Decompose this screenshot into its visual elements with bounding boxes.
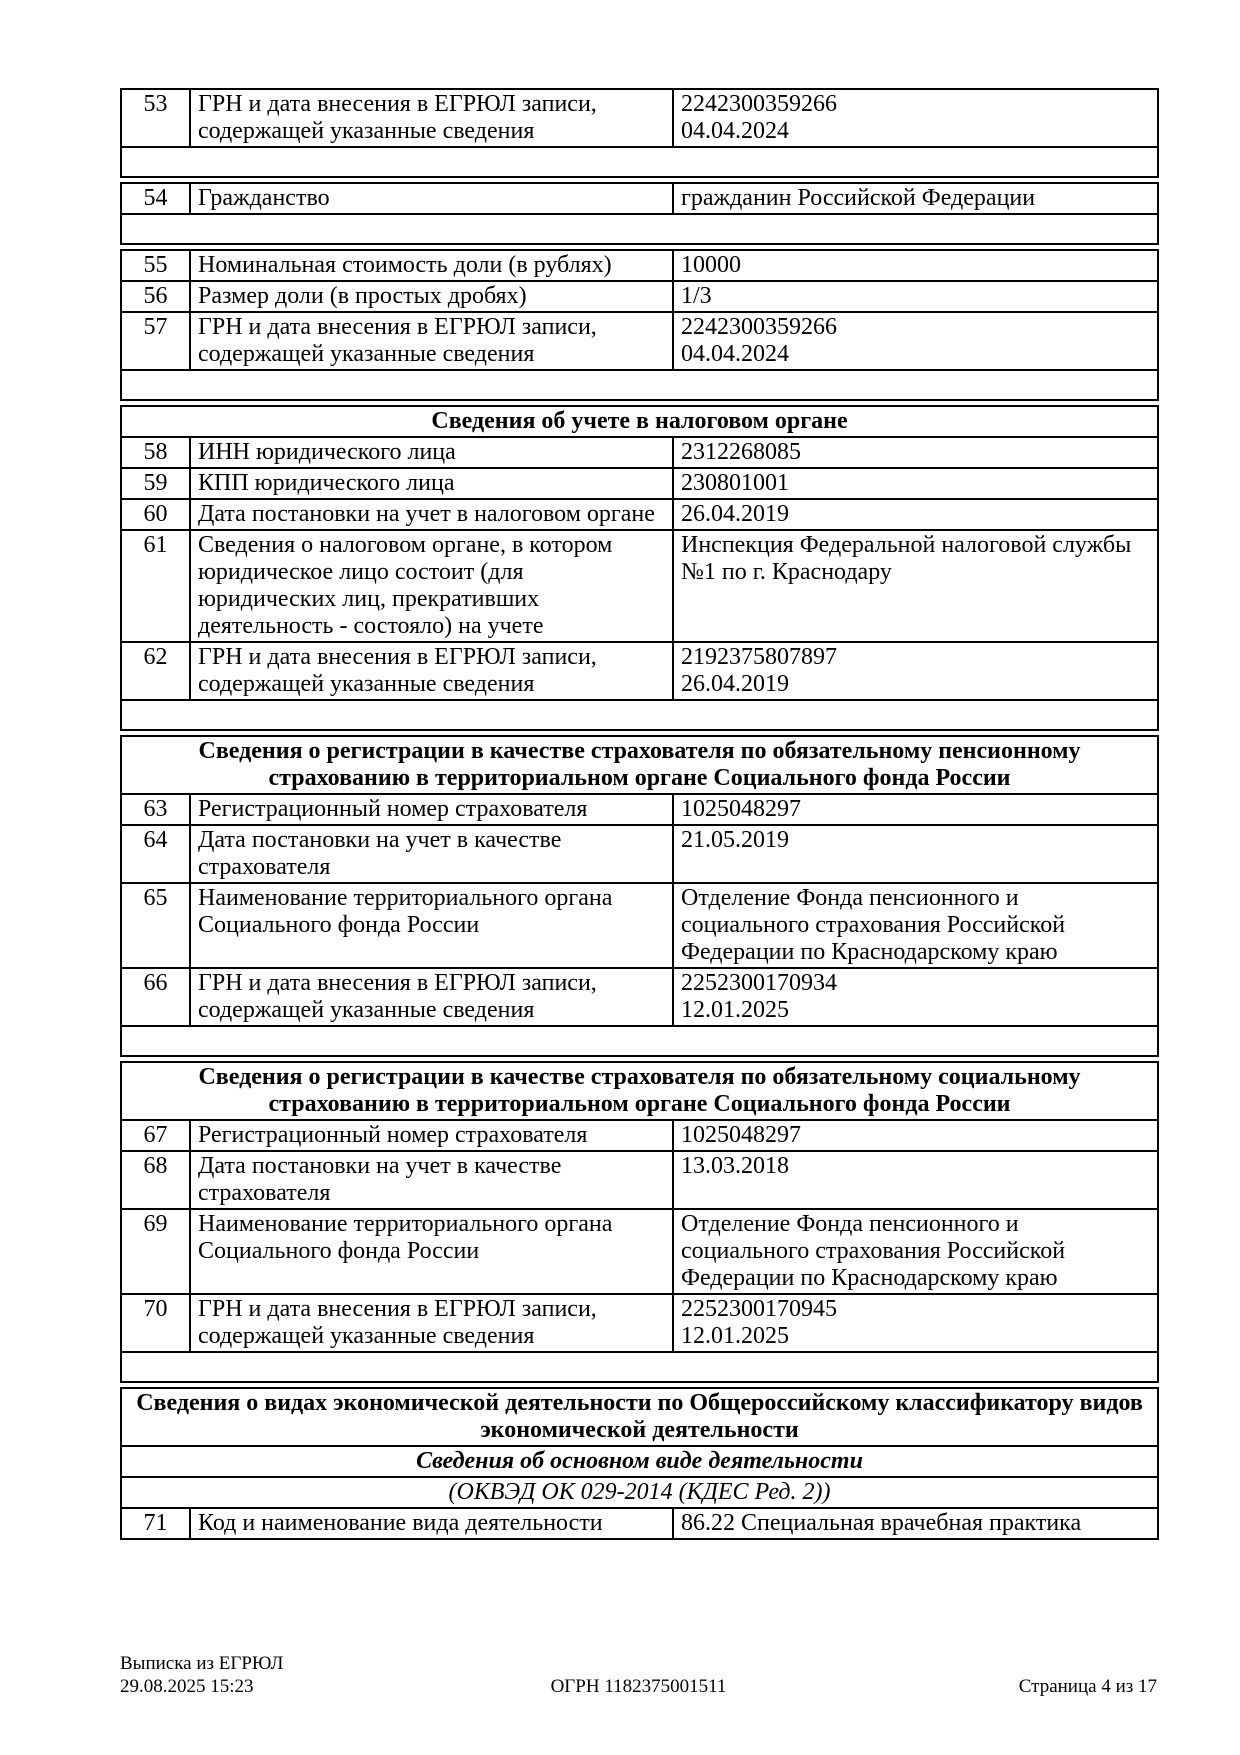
value-line: Отделение Фонда пенсионного и социального страхования Российской Федерации по Краснодарскому краю <box>681 885 1066 965</box>
footer-doc-type: Выписка из ЕГРЮЛ <box>120 1653 284 1674</box>
footer-page-number: Страница 4 из 17 <box>1018 1676 1158 1697</box>
table-blocks <box>120 88 1240 1540</box>
value-line: 21.05.2019 <box>681 827 789 853</box>
table-row <box>121 530 1158 642</box>
row-label-cell: Дата постановки на учет в качестве страхователя <box>190 1151 673 1209</box>
value-line: 230801001 <box>681 470 789 496</box>
table-row <box>121 281 1158 312</box>
spacer-cell <box>121 1026 1158 1056</box>
row-value-cell <box>673 1508 1158 1539</box>
row-label-cell: ГРН и дата внесения в ЕГРЮЛ записи, содержащей указанные сведения <box>190 312 673 370</box>
row-value-cell <box>673 250 1158 281</box>
row-number-cell: 65 <box>121 883 190 968</box>
row-label-cell: Дата постановки на учет в качестве страхователя <box>190 825 673 883</box>
table-row <box>121 825 1158 883</box>
row-value-cell <box>673 1120 1158 1151</box>
row-value-cell <box>673 825 1158 883</box>
row-number-cell: 54 <box>121 183 190 214</box>
value-line: 2242300359266 <box>681 91 837 117</box>
row-number-cell: 60 <box>121 499 190 530</box>
row-label-cell: Регистрационный номер страхователя <box>190 794 673 825</box>
row-number-cell: 68 <box>121 1151 190 1209</box>
spacer-cell <box>121 1352 1158 1382</box>
table-row <box>121 312 1158 370</box>
row-label-cell: Дата постановки на учет в налоговом органе <box>190 499 673 530</box>
egrul-table-block <box>120 1387 1159 1540</box>
row-number-cell: 71 <box>121 1508 190 1539</box>
spacer-cell <box>121 147 1158 177</box>
row-value-cell <box>673 89 1158 147</box>
table-row <box>121 1209 1158 1294</box>
value-line: 2192375807897 <box>681 644 837 670</box>
value-line: 26.04.2019 <box>681 671 789 697</box>
value-line: 26.04.2019 <box>681 501 789 527</box>
row-label-cell: Размер доли (в простых дробях) <box>190 281 673 312</box>
row-number-cell: 56 <box>121 281 190 312</box>
spacer-cell <box>121 214 1158 244</box>
table-row <box>121 1120 1158 1151</box>
spacer-row <box>121 214 1158 244</box>
table-row <box>121 1294 1158 1352</box>
table-row <box>121 1151 1158 1209</box>
section-header-row <box>121 1446 1158 1477</box>
row-label-cell: ГРН и дата внесения в ЕГРЮЛ записи, содержащей указанные сведения <box>190 1294 673 1352</box>
row-label-cell: Регистрационный номер страхователя <box>190 1120 673 1151</box>
row-value-cell <box>673 1151 1158 1209</box>
table-row <box>121 437 1158 468</box>
row-value-cell <box>673 968 1158 1026</box>
value-line: 86.22 Специальная врачебная практика <box>681 1510 1082 1536</box>
footer-datetime: 29.08.2025 15:23 <box>120 1676 254 1697</box>
value-line: Инспекция Федеральной налоговой службы №1 по г. Краснодару <box>681 532 1132 585</box>
spacer-row <box>121 1026 1158 1056</box>
table-row <box>121 794 1158 825</box>
table-row <box>121 883 1158 968</box>
footer-line2 <box>120 1675 1157 1698</box>
section-header: Сведения об учете в налоговом органе <box>121 406 1158 437</box>
row-value-cell <box>673 183 1158 214</box>
row-label-cell: Гражданство <box>190 183 673 214</box>
value-line: 12.01.2025 <box>681 1323 789 1349</box>
table-row <box>121 968 1158 1026</box>
table-row <box>121 468 1158 499</box>
row-value-cell <box>673 794 1158 825</box>
spacer-row <box>121 147 1158 177</box>
row-value-cell <box>673 642 1158 700</box>
row-value-cell <box>673 530 1158 642</box>
section-header-row <box>121 1477 1158 1508</box>
value-line: 2252300170934 <box>681 970 837 996</box>
table-row <box>121 183 1158 214</box>
spacer-row <box>121 1352 1158 1382</box>
section-header: (ОКВЭД ОК 029-2014 (КДЕС Ред. 2)) <box>121 1477 1158 1508</box>
row-value-cell <box>673 281 1158 312</box>
section-header-row <box>121 406 1158 437</box>
section-header-row <box>121 736 1158 794</box>
row-number-cell: 67 <box>121 1120 190 1151</box>
footer-ogrn: ОГРН 1182375001511 <box>550 1676 727 1697</box>
row-number-cell: 69 <box>121 1209 190 1294</box>
value-line: гражданин Российской Федерации <box>681 185 1036 211</box>
value-line: Отделение Фонда пенсионного и социального страхования Российской Федерации по Краснодарскому краю <box>681 1211 1066 1291</box>
value-line: 1025048297 <box>681 1122 801 1148</box>
row-number-cell: 58 <box>121 437 190 468</box>
egrul-table-block <box>120 1061 1159 1383</box>
value-line: 04.04.2024 <box>681 118 789 144</box>
egrul-table-block <box>120 88 1159 178</box>
value-line: 04.04.2024 <box>681 341 789 367</box>
table-row <box>121 250 1158 281</box>
row-value-cell <box>673 1294 1158 1352</box>
row-value-cell <box>673 499 1158 530</box>
spacer-row <box>121 700 1158 730</box>
row-label-cell: ГРН и дата внесения в ЕГРЮЛ записи, содержащей указанные сведения <box>190 642 673 700</box>
section-header-row <box>121 1062 1158 1120</box>
row-label-cell: Наименование территориального органа Социального фонда России <box>190 1209 673 1294</box>
row-value-cell <box>673 883 1158 968</box>
egrul-table-block <box>120 735 1159 1057</box>
section-header: Сведения об основном виде деятельности <box>121 1446 1158 1477</box>
row-label-cell: Сведения о налоговом органе, в котором юридическое лицо состоит (для юридических лиц, прекративших деятельность - состояло) на учете <box>190 530 673 642</box>
row-value-cell <box>673 1209 1158 1294</box>
egrul-table-block <box>120 182 1159 245</box>
section-header: Сведения о видах экономической деятельности по Общероссийскому классификатору видов экономической деятельности <box>121 1388 1158 1446</box>
row-number-cell: 66 <box>121 968 190 1026</box>
row-number-cell: 59 <box>121 468 190 499</box>
row-number-cell: 55 <box>121 250 190 281</box>
value-line: 10000 <box>681 252 741 278</box>
row-label-cell: КПП юридического лица <box>190 468 673 499</box>
table-row <box>121 499 1158 530</box>
footer <box>120 1652 1157 1698</box>
row-label-cell: Номинальная стоимость доли (в рублях) <box>190 250 673 281</box>
row-label-cell: ГРН и дата внесения в ЕГРЮЛ записи, содержащей указанные сведения <box>190 968 673 1026</box>
value-line: 1025048297 <box>681 796 801 822</box>
spacer-cell <box>121 370 1158 400</box>
spacer-cell <box>121 700 1158 730</box>
table-row <box>121 642 1158 700</box>
section-header: Сведения о регистрации в качестве страхователя по обязательному социальному страхованию в территориальном органе Социального фонда России <box>121 1062 1158 1120</box>
value-line: 2242300359266 <box>681 314 837 340</box>
row-value-cell <box>673 468 1158 499</box>
value-line: 2312268085 <box>681 439 801 465</box>
egrul-table-block <box>120 405 1159 731</box>
section-header: Сведения о регистрации в качестве страхователя по обязательному пенсионному страхованию в территориальном органе Социального фонда России <box>121 736 1158 794</box>
table-row <box>121 1508 1158 1539</box>
row-number-cell: 70 <box>121 1294 190 1352</box>
table-row <box>121 89 1158 147</box>
section-header-row <box>121 1388 1158 1446</box>
row-label-cell: ИНН юридического лица <box>190 437 673 468</box>
row-value-cell <box>673 312 1158 370</box>
row-label-cell: ГРН и дата внесения в ЕГРЮЛ записи, содержащей указанные сведения <box>190 89 673 147</box>
value-line: 2252300170945 <box>681 1296 837 1322</box>
row-number-cell: 63 <box>121 794 190 825</box>
row-number-cell: 53 <box>121 89 190 147</box>
row-number-cell: 64 <box>121 825 190 883</box>
spacer-row <box>121 370 1158 400</box>
value-line: 12.01.2025 <box>681 997 789 1023</box>
value-line: 13.03.2018 <box>681 1153 789 1179</box>
row-label-cell: Код и наименование вида деятельности <box>190 1508 673 1539</box>
row-number-cell: 62 <box>121 642 190 700</box>
value-line: 1/3 <box>681 283 712 309</box>
egrul-table-block <box>120 249 1159 401</box>
row-label-cell: Наименование территориального органа Социального фонда России <box>190 883 673 968</box>
row-value-cell <box>673 437 1158 468</box>
row-number-cell: 57 <box>121 312 190 370</box>
row-number-cell: 61 <box>121 530 190 642</box>
